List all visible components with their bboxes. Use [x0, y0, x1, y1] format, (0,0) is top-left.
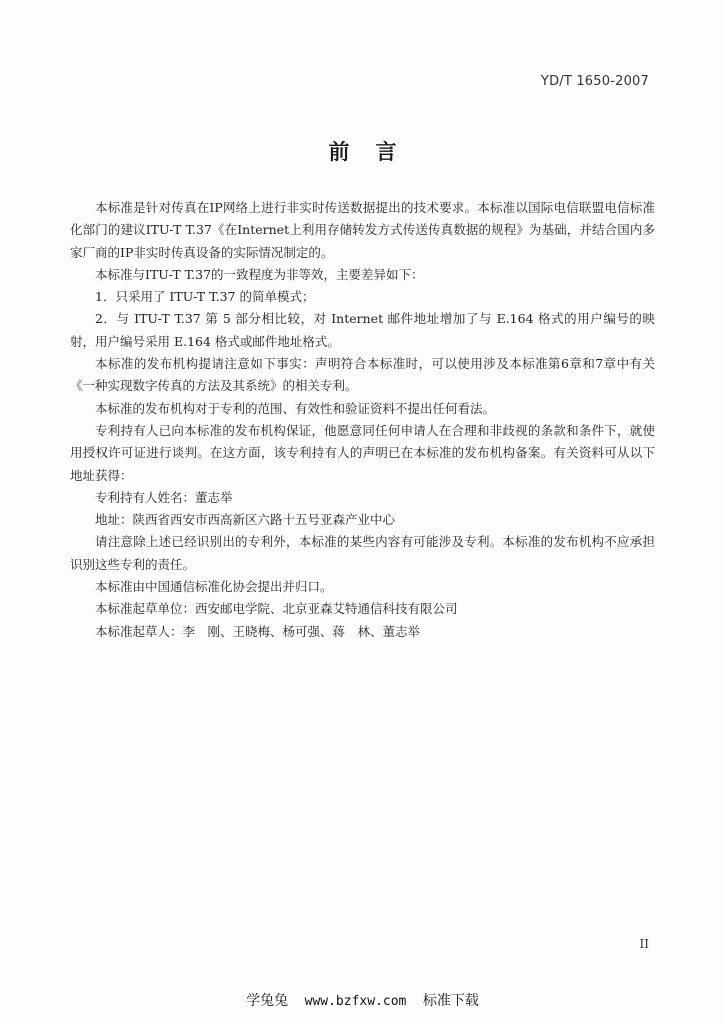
footer-watermark	[0, 990, 725, 1010]
paragraph-consistency: 本标准与ITU-T T.37的一致程度为非等效，主要差异如下：	[95, 266, 424, 282]
paragraph-address: 地址：陕西省西安市西高新区六路十五号亚森产业中心	[95, 512, 396, 528]
paragraph-patent-scope: 本标准的发布机构对于专利的范围、有效性和验证资料不提出任何看法。	[95, 400, 496, 416]
paragraph-intro: 本标准是针对传真在IP网络上进行非实时传送数据提出的技术要求。本标准以国际电信联盟电信标准化部门的建议ITU-T T.37《在Internet上利用存储转发方式传送传真数据的规程》为基础，并结合国内多家厂商的IP非实时传真设备的实际情况制定的。	[70, 200, 655, 260]
body-text	[70, 197, 655, 643]
footer-tagline: 标准下载	[422, 993, 479, 1009]
paragraph-difference-1: 1．只采用了 ITU-T T.37 的简单模式；	[95, 289, 315, 305]
paragraph-other-patents: 请注意除上述已经识别出的专利外，本标准的某些内容有可能涉及专利。本标准的发布机构不应承担识别这些专利的责任。	[70, 534, 655, 572]
footer-site-name: 学兔兔	[246, 993, 289, 1009]
paragraph-patent-holder-assurance: 专利持有人已向本标准的发布机构保证，他愿意同任何申请人在合理和非歧视的条款和条件下，就使用授权许可证进行谈判。在这方面，该专利持有人的声明已在本标准的发布机构备案。有关资料可从以下地址获得：	[70, 422, 655, 483]
paragraph-drafting-units: 本标准起草单位：西安邮电学院、北京亚森艾特通信科技有限公司	[95, 601, 458, 617]
paragraph-proposer: 本标准由中国通信标准化协会提出并归口。	[95, 579, 333, 595]
page-title: 前言	[328, 140, 423, 164]
paragraph-drafters: 本标准起草人：李 刚、王晓梅、杨可强、蒋 林、董志举	[95, 623, 421, 639]
footer-url[interactable]: www.bzfxw.com	[304, 994, 407, 1009]
page-number: II	[639, 937, 649, 951]
paragraph-patent-holder-name: 专利持有人姓名：董志举	[95, 489, 233, 505]
paragraph-patent-notice: 本标准的发布机构提请注意如下事实：声明符合本标准时，可以使用涉及本标准第6章和7章中有关《一种实现数字传真的方法及其系统》的相关专利。	[70, 356, 655, 394]
paragraph-difference-2: 2．与 ITU-T T.37 第 5 部分相比较，对 Internet 邮件地址增加了与 E.164 格式的用户编号的映射，用户编号采用 E.164 格式或邮件地址格式。	[70, 311, 655, 349]
standard-number: YD/T 1650-2007	[540, 74, 649, 89]
